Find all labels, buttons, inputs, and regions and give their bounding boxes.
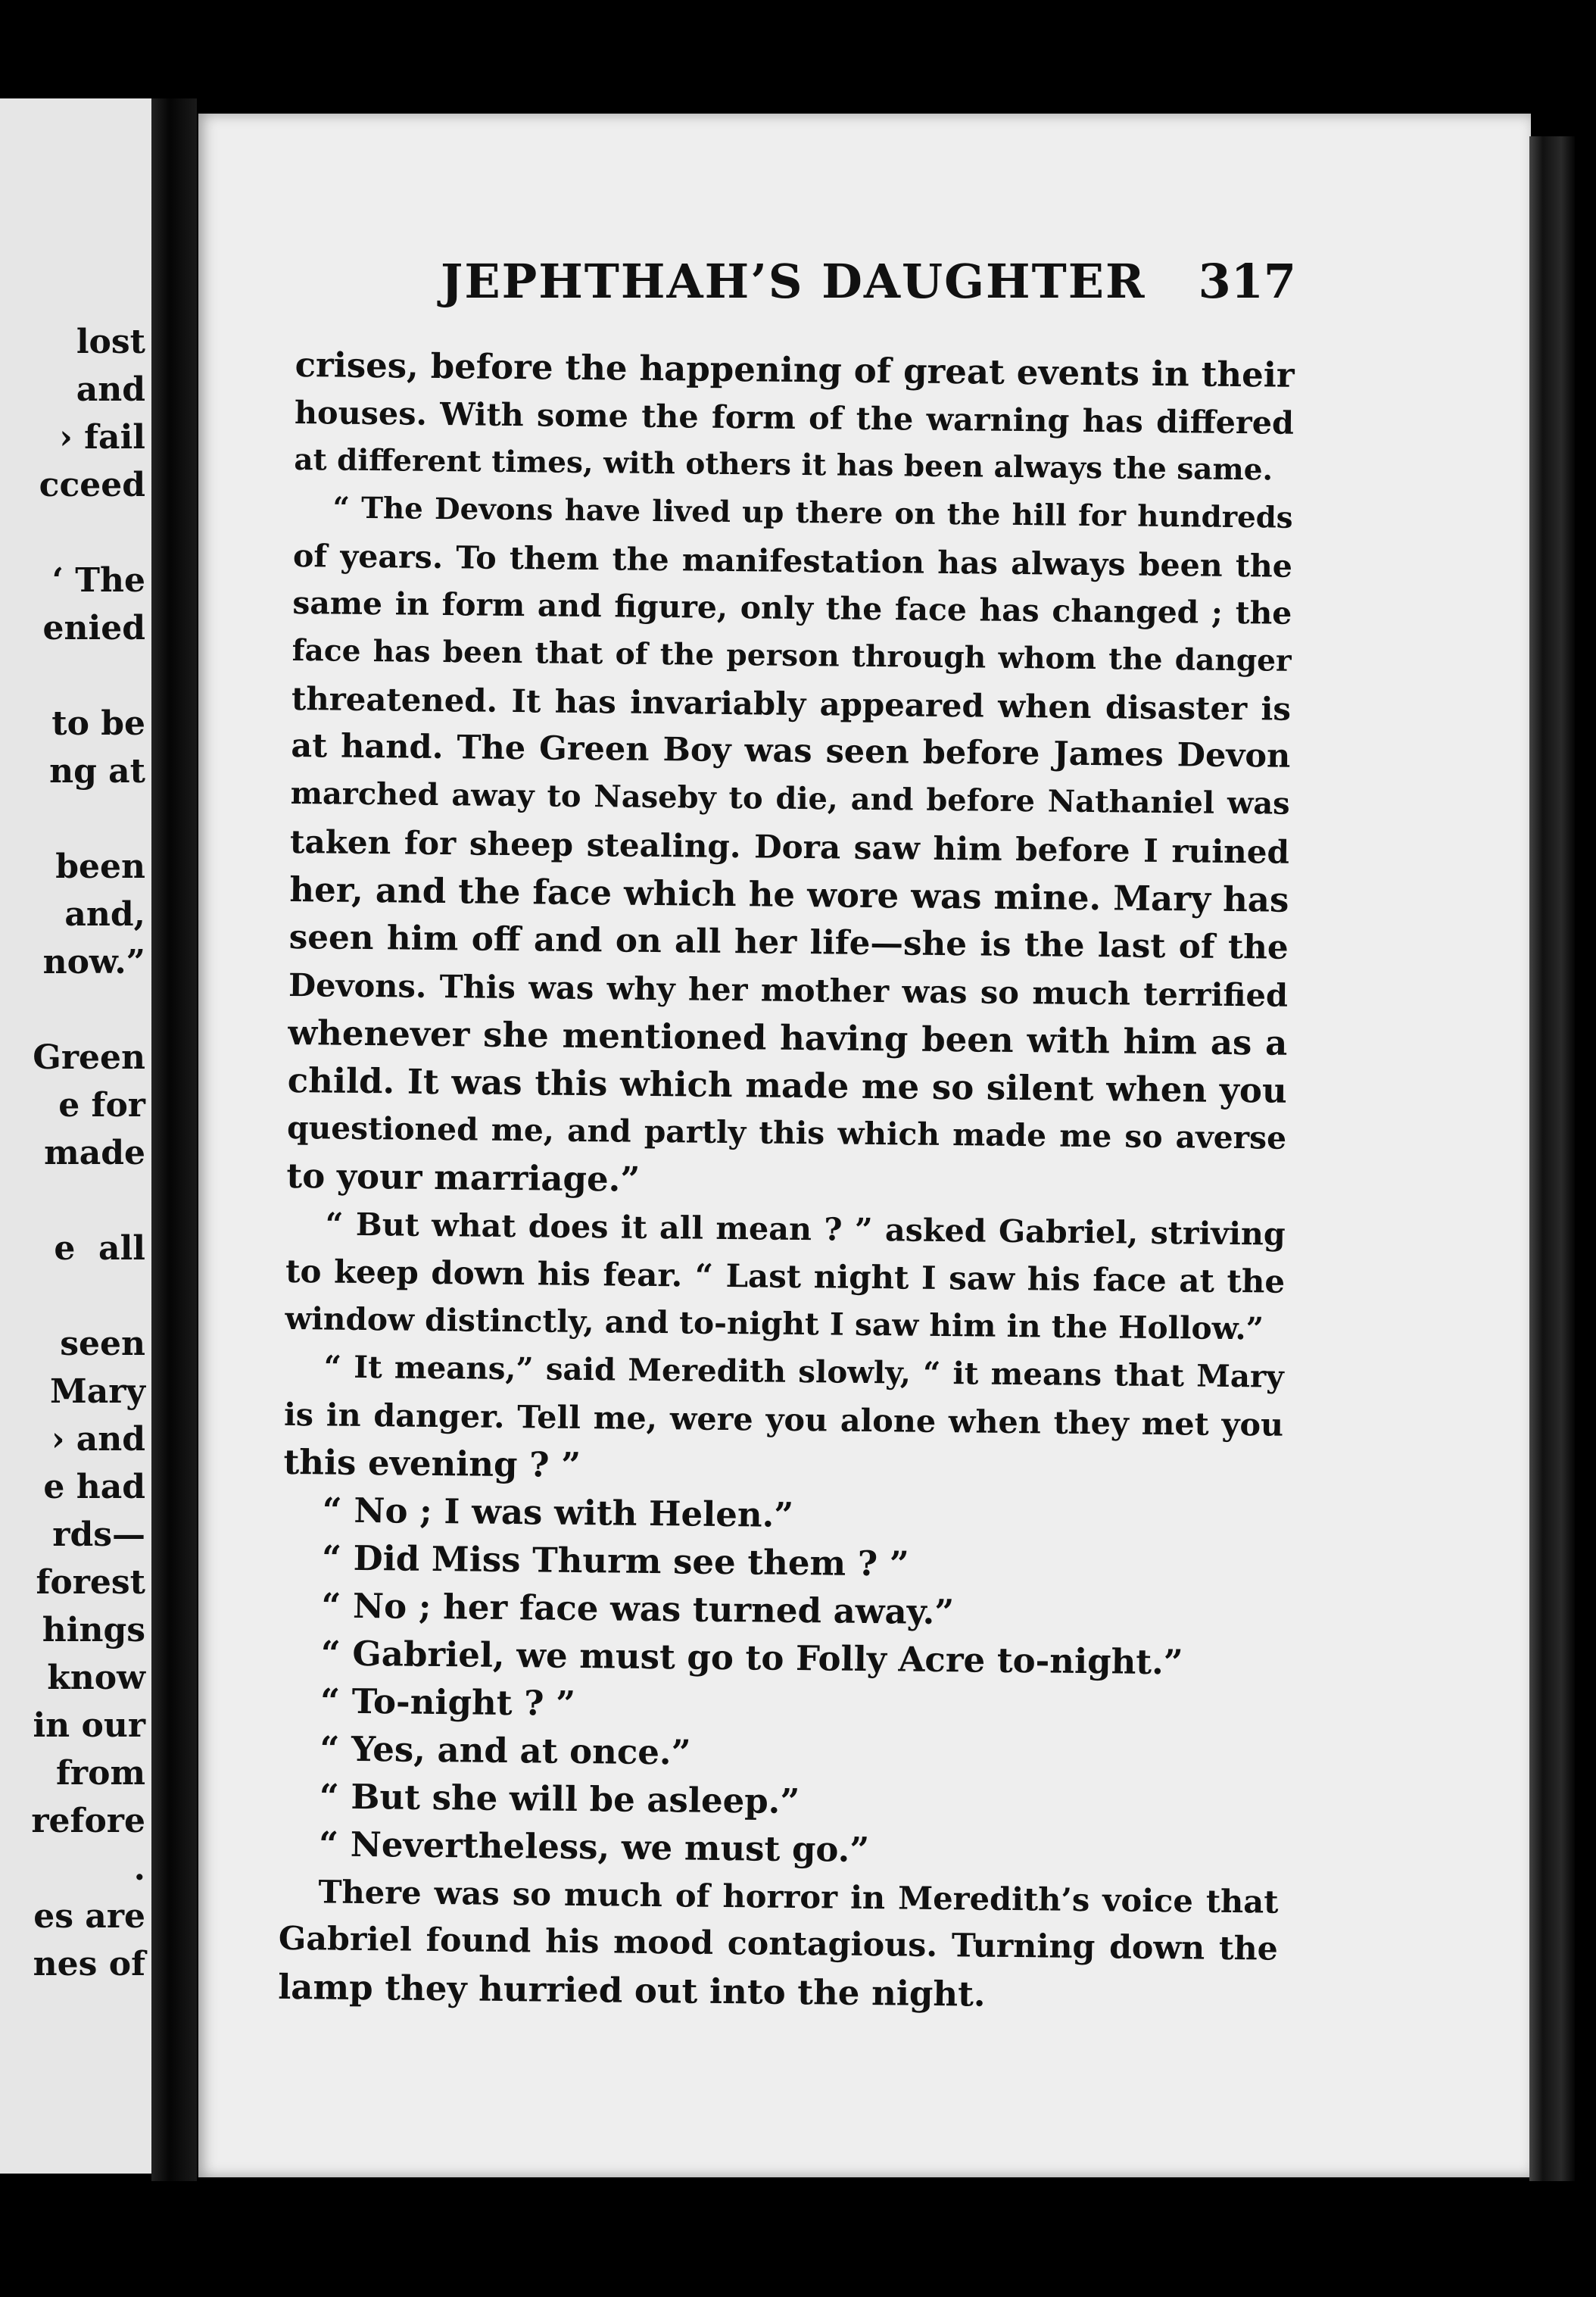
previous-page-line: e all (54, 1229, 145, 1268)
text-line: window distinctly, and to-night I saw him in the Hollow.” (285, 1300, 1264, 1347)
text-line: threatened. It has invariably appeared when disaster is (291, 679, 1292, 728)
previous-page-line: seen (60, 1325, 145, 1363)
text-line: “ Nevertheless, we must go.” (318, 1824, 870, 1871)
previous-page-line (31, 652, 145, 700)
text-line: Devons. This was why her mother was so much terrified (288, 966, 1289, 1014)
text-line: “ Did Miss Thurm see them ? ” (321, 1537, 909, 1584)
page-edge (1529, 136, 1575, 2181)
previous-page-line (31, 1177, 145, 1225)
previous-page-line: and, (64, 895, 145, 934)
text-line: whenever she mentioned having been with him as a (288, 1012, 1288, 1063)
previous-page-line: know (47, 1659, 145, 1697)
text-line: same in form and figure, only the face has changed ; the (292, 584, 1292, 632)
previous-page-line: now.” (42, 943, 145, 982)
previous-page-line: hings (42, 1611, 145, 1649)
previous-page-line: made (44, 1134, 145, 1172)
text-line: at hand. The Green Boy was seen before James Devon (291, 726, 1291, 776)
previous-page-line: in our (33, 1706, 145, 1745)
text-line: lamp they hurried out into the night. (277, 1966, 986, 2015)
previous-page-line (31, 1272, 145, 1320)
previous-page-line: ng at (49, 752, 145, 791)
text-line: to keep down his fear. “ Last night I saw his face at the (285, 1252, 1286, 1300)
text-line: questioned me, and partly this which made me so averse (286, 1109, 1287, 1156)
text-line: marched away to Naseby to die, and before Nathaniel was (290, 776, 1290, 822)
previous-page-line: enied (42, 609, 145, 648)
previous-page-line: es are (33, 1897, 145, 1936)
page-number: 317 (1198, 254, 1296, 309)
text-line: is in danger. Tell me, were you alone when they met you (283, 1395, 1284, 1443)
text-line: “ But what does it all mean ? ” asked Gabriel, striving (325, 1205, 1286, 1253)
text-line: “ Gabriel, we must go to Folly Acre to-night.” (320, 1633, 1183, 1683)
previous-page-line: e had (43, 1468, 145, 1506)
text-line: at different times, with others it has been always the same. (294, 442, 1273, 488)
text-line: houses. With some the form of the warning has differed (294, 393, 1295, 442)
text-line: “ No ; I was with Helen.” (322, 1490, 794, 1535)
previous-page-line: Green (33, 1038, 145, 1077)
text-line: “ The Devons have lived up there on the hill for hundreds (332, 491, 1293, 535)
previous-page-line: to be (51, 704, 145, 743)
previous-page-line: rds— (52, 1515, 145, 1554)
previous-page-line (31, 795, 145, 843)
text-line: face has been that of the person through whom the danger (291, 632, 1292, 679)
running-head (441, 254, 1296, 329)
text-line: crises, before the happening of great events in their (295, 344, 1295, 395)
previous-page-line (31, 986, 145, 1034)
text-line: There was so much of horror in Meredith’s voice that (318, 1873, 1279, 1921)
previous-page-line: › fail (59, 418, 145, 457)
previous-page-line: cceed (39, 466, 145, 504)
text-line: seen him off and on all her life—she is the last of the (288, 917, 1289, 967)
text-line: “ To-night ? ” (320, 1681, 576, 1724)
running-title: JEPHTHAH’S DAUGHTER (441, 254, 1146, 309)
previous-page-line: › and (51, 1420, 145, 1459)
book-page (198, 114, 1531, 2177)
text-line: of years. To them the manifestation has always been the (292, 536, 1293, 585)
text-line: “ But she will be asleep.” (319, 1776, 800, 1822)
text-line: her, and the face which he wore was mine. Mary has (289, 869, 1289, 920)
text-line: “ No ; her face was turned away.” (321, 1585, 955, 1633)
previous-page-line: forest (36, 1563, 145, 1602)
previous-page-line: lost (76, 323, 145, 361)
previous-page-line: e for (58, 1086, 145, 1125)
text-line: taken for sheep stealing. Dora saw him before I ruined (289, 822, 1290, 871)
previous-page-line: . (133, 1849, 145, 1888)
previous-page-line: and (76, 370, 145, 409)
body-text (278, 341, 1295, 2021)
text-line: “ It means,” said Meredith slowly, “ it means that Mary (323, 1348, 1285, 1395)
previous-page-line: been (55, 847, 145, 886)
previous-page-line: ‘ The (51, 561, 145, 600)
book-gutter (151, 98, 197, 2181)
previous-page-line: nes of (33, 1945, 145, 1983)
text-line: “ Yes, and at once.” (320, 1728, 691, 1773)
text-line: Gabriel found his mood contagious. Turning down the (278, 1919, 1279, 1968)
previous-page-line: from (55, 1754, 145, 1793)
previous-page-fragment (0, 98, 151, 2174)
text-line: child. It was this which made me so silent when you (287, 1060, 1287, 1111)
text-line: to your marriage.” (286, 1155, 641, 1200)
previous-page-text (31, 318, 145, 1988)
previous-page-line: Mary (50, 1372, 145, 1411)
previous-page-line: refore (31, 1802, 145, 1840)
previous-page-line (31, 509, 145, 557)
text-line: this evening ? ” (283, 1441, 581, 1486)
